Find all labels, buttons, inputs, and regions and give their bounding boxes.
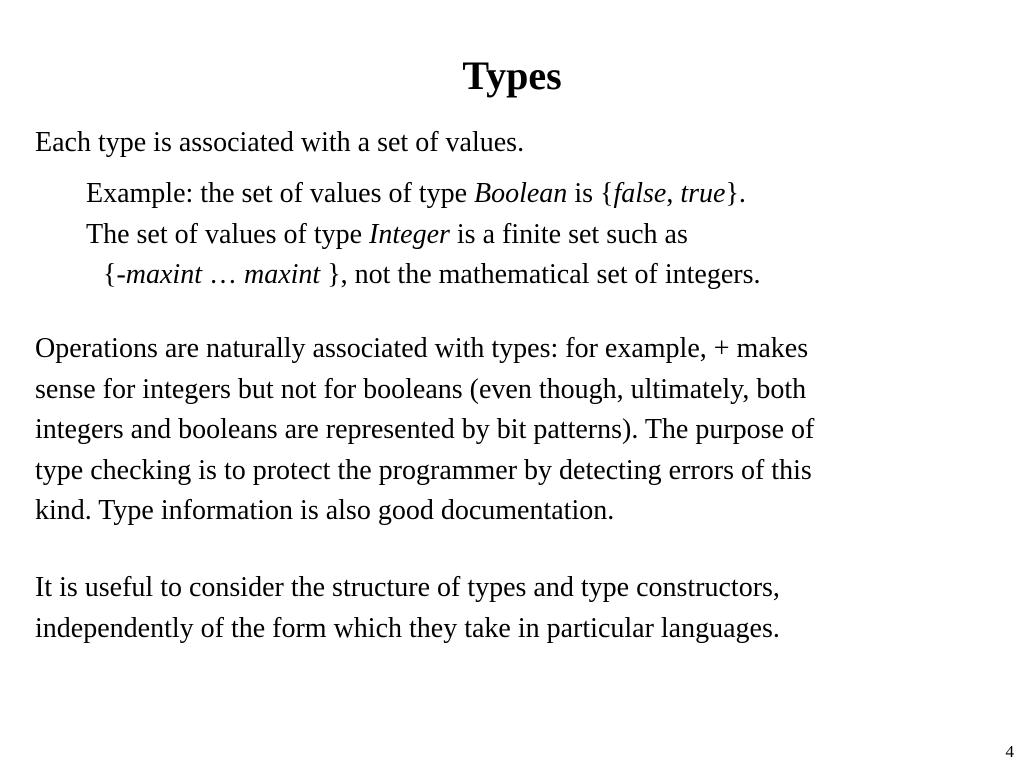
paragraph-line: sense for integers but not for booleans (even though, ultimately, both [35,373,807,405]
paragraph-line: kind. Type information is also good documentation. [35,495,615,526]
paragraph-line: Operations are naturally associated with types: for example, + makes [35,333,809,364]
slide-title: Types [462,53,562,98]
operations-paragraph [35,329,995,532]
page-number: 4 [1005,742,1014,761]
maxint-term: maxint [243,259,321,290]
paragraph-line: It is useful to consider the structure of types and type constructors, [35,572,780,603]
false-term: false [613,178,667,209]
boolean-term: Boolean [474,178,568,209]
paragraph-line: type checking is to protect the programmer by detecting errors of this [35,454,812,486]
example-line-maxint: {-maxint … maxint }, not the mathematical set of integers. [103,259,761,290]
maxint-term-negative: maxint [125,259,202,290]
intro-paragraph: Each type is associated with a set of values. [35,127,525,158]
structure-paragraph [35,568,995,649]
example-line-integer: The set of values of type Integer is a finite set such as [86,218,688,250]
true-term: true [680,178,726,209]
integer-term: Integer [369,218,450,250]
paragraph-line: independently of the form which they take in particular languages. [35,612,780,644]
example-line-boolean: Example: the set of values of type Boolean is {false, true}. [86,178,746,209]
example-block [86,174,761,296]
paragraph-line: integers and booleans are represented by bit patterns). The purpose of [35,414,815,445]
